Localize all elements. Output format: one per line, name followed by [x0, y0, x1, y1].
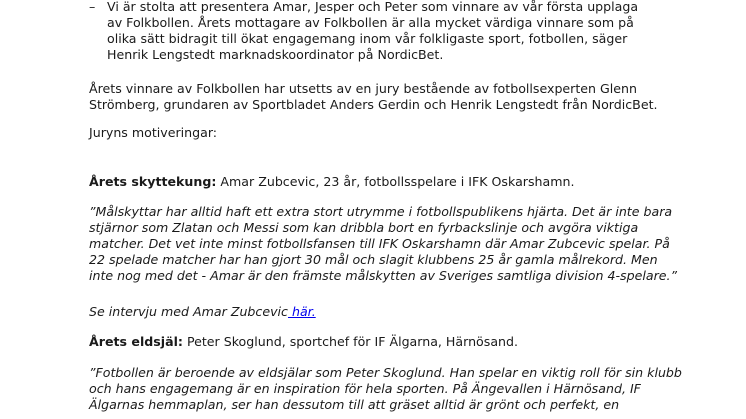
quote-line-2: av Folkbollen. Årets mottagare av Folkbollen är alla mycket värdiga vinnare som på [107, 15, 634, 30]
shooter-quote-line-3: matcher. Det vet inte minst fotbollsfansen till IFK Oskarshamn där Amar Zubcevic spelar. På [89, 236, 670, 251]
jury-line-1: Årets vinnare av Folkbollen har utsetts av en jury bestående av fotbollsexperten Glenn [89, 81, 637, 96]
jury-heading: Juryns motiveringar: [89, 125, 218, 140]
interview-paragraph [89, 304, 316, 320]
soul-paragraph [89, 334, 518, 350]
jury-line-2: Strömberg, grundaren av Sportbladet Anders Gerdin och Henrik Lengstedt från NordicBet. [89, 97, 658, 112]
interview-text: Se intervju med Amar Zubcevic [89, 304, 288, 319]
shooter-quote-line-5: inte nog med det - Amar är den främste målskytten av Sveriges samtliga division 4-spelare.” [89, 268, 678, 283]
soul-label: Årets eldsjäl: [89, 334, 183, 349]
shooter-quote-line-2: stjärnor som Zlatan och Messi som kan dribbla bort en fyrbackslinje och avgöra viktiga [89, 220, 639, 235]
shooter-label: Årets skyttekung: [89, 174, 217, 189]
shooter-paragraph [89, 174, 574, 190]
soul-quote-line-2: och hans engagemang är en inspiration för hela sporten. På Ängevallen i Härnösand, IF [89, 381, 641, 396]
soul-text: Peter Skoglund, sportchef för IF Älgarna, Härnösand. [182, 334, 519, 349]
quote-line-1: Vi är stolta att presentera Amar, Jesper och Peter som vinnare av vår första upplaga [107, 0, 639, 14]
shooter-quote-line-1: ”Målskyttar har alltid haft ett extra stort utrymme i fotbollspublikens hjärta. Det är inte bara [89, 204, 673, 219]
quote-line-3: olika sätt bidragit till ökat engagemang inom vår folkligaste sport, fotbollen, säger [107, 31, 628, 46]
soul-quote-line-1: ”Fotbollen är beroende av eldsjälar som Peter Skoglund. Han spelar en viktig roll för sin klubb [89, 365, 682, 380]
interview-link[interactable]: här. [287, 304, 316, 319]
quote-line-4: Henrik Lengstedt marknadskoordinator på NordicBet. [107, 47, 444, 62]
shooter-text: Amar Zubcevic, 23 år, fotbollsspelare i IFK Oskarshamn. [216, 174, 575, 189]
bullet-dash: – [89, 0, 96, 14]
soul-quote-line-3: Älgarnas hemmaplan, ser han dessutom till att gräset alltid är grönt och perfekt, en [89, 397, 620, 412]
shooter-quote-line-4: 22 spelade matcher har han gjort 30 mål och slagit klubbens 25 år gamla målrekord. Men [89, 252, 658, 267]
